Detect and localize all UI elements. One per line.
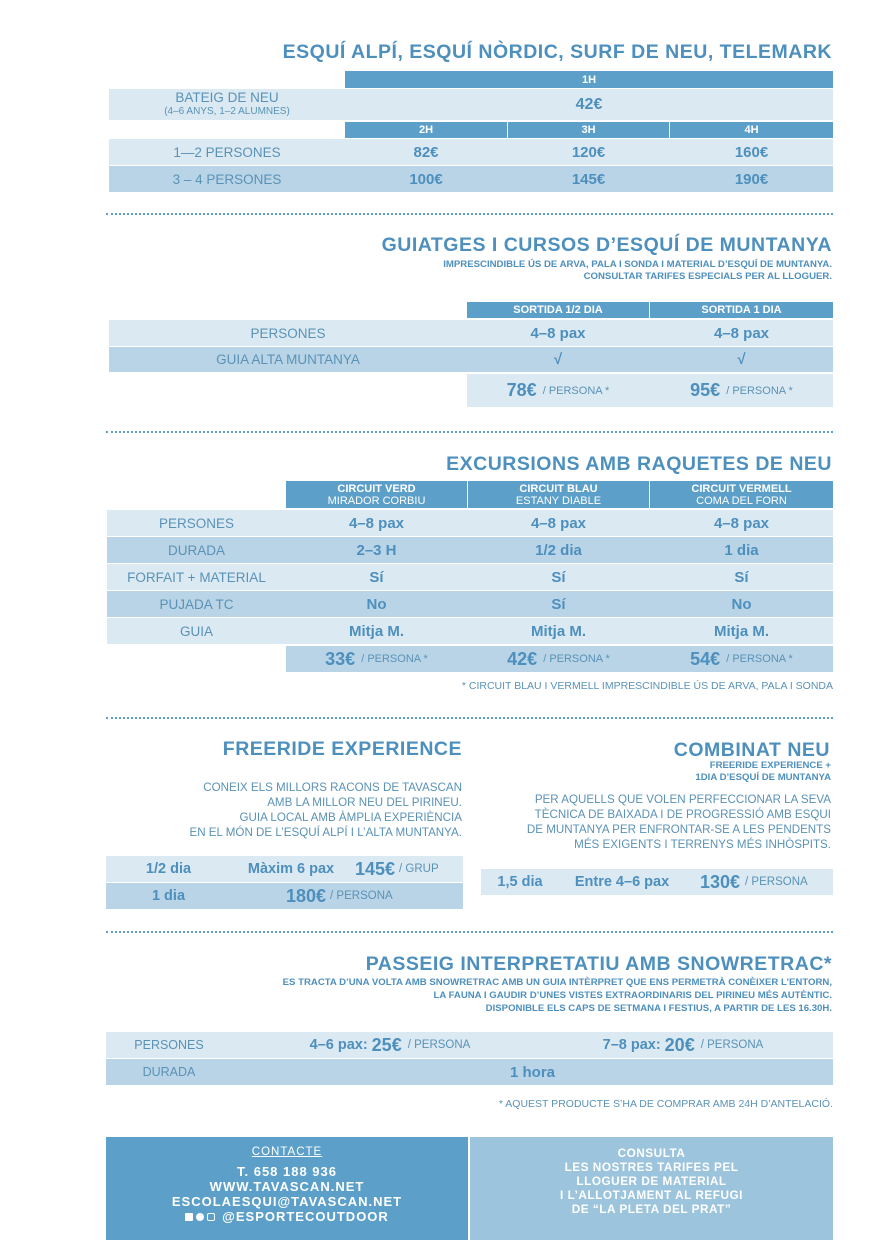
header-sortida-dia: SORTIDA 1 DIA	[650, 302, 833, 318]
section-subtitle: CONSULTAR TARIFES ESPECIALS PER AL LLOGUER.	[583, 271, 832, 282]
circuit-name: CIRCUIT VERD	[337, 482, 416, 495]
value-cell: 4–8 pax	[530, 324, 586, 342]
header-circuit-blau	[468, 481, 649, 508]
section-subtitle: IMPRESCINDIBLE ÚS DE ARVA, PALA I SONDA I MATERIAL D’ESQUÍ DE MUNTANYA.	[443, 259, 832, 270]
header-1h: 1H	[345, 71, 833, 88]
consulta-line: I L’ALLOTJAMENT AL REFUGI	[560, 1188, 743, 1202]
price-cell: 120€	[571, 143, 606, 161]
section-title-raquetes: EXCURSIONS AMB RAQUETES DE NEU	[446, 453, 832, 475]
divider	[106, 931, 833, 933]
header-circuit-vermell	[650, 481, 833, 508]
price-cell	[350, 856, 463, 882]
max-pax: Màxim 6 pax	[247, 861, 335, 877]
consulta-line: CONSULTA	[617, 1146, 686, 1160]
website-link[interactable]: WWW.TAVASCAN.NET	[209, 1179, 365, 1194]
price-value: 54€	[690, 648, 721, 669]
value-cell: Sí	[369, 568, 384, 586]
section-title-snowretrac: PASSEIG INTERPRETATIU AMB SNOWRETRAC*	[365, 953, 832, 975]
instagram-icon[interactable]	[207, 1213, 215, 1221]
description-line: CONEIX ELS MILLORS RACONS DE TAVASCAN	[203, 781, 462, 794]
description-line: GUIA LOCAL AMB ÀMPLIA EXPERIÈNCIA	[239, 811, 462, 824]
contact-box	[106, 1137, 468, 1240]
consulta-line: DE “LA PLETA DEL PRAT”	[571, 1202, 732, 1216]
price-value: 180€	[286, 885, 327, 906]
row-label: DURADA	[167, 542, 225, 558]
description-line: TÈCNICA DE BAIXADA I DE PROGRESSIÓ AMB ESQUI	[534, 808, 831, 821]
value-cell: 1 dia	[724, 541, 759, 559]
price-cell	[650, 646, 833, 672]
section-subtitle: ES TRACTA D’UNA VOLTA AMB SNOWRETRAC AMB UN GUIA INTÈRPRET QUE ENS PERMETRÀ CONÈIXER L’ENTORN,	[282, 977, 832, 988]
price-value: 145€	[355, 858, 396, 879]
price-cell	[690, 869, 833, 895]
row-label: PERSONES	[134, 1038, 204, 1052]
description-line: EN EL MÓN DE L’ESQUÍ ALPÍ I L’ALTA MUNTANYA.	[189, 826, 462, 839]
checkmark-cell: √	[737, 351, 746, 368]
divider	[106, 431, 833, 433]
footnote: * AQUEST PRODUCTE S’HA DE COMPRAR AMB 24H D’ANTELACIÓ.	[498, 1098, 833, 1110]
header-2h: 2H	[345, 122, 507, 138]
consulta-line: LES NOSTRES TARIFES PEL	[564, 1160, 739, 1174]
description	[189, 780, 462, 840]
price-unit: / PERSONA *	[726, 653, 793, 665]
value-cell: 1/2 dia	[535, 541, 582, 559]
bateig-label: BATEIG DE NEU	[175, 89, 279, 105]
social-row	[106, 1209, 468, 1224]
email-link[interactable]: ESCOLAESQUI@TAVASCAN.NET	[171, 1194, 403, 1209]
header-sortida-mig-dia: SORTIDA 1/2 DIA	[467, 302, 649, 318]
price-cell: 100€	[409, 170, 443, 188]
value-cell: No	[366, 595, 387, 613]
header-3h: 3H	[508, 122, 669, 138]
value-cell: Sí	[734, 568, 749, 586]
divider	[106, 213, 833, 215]
value-cell: 2–3 H	[356, 541, 397, 559]
price-value: 42€	[507, 648, 538, 669]
pax: Entre 4–6 pax	[574, 874, 670, 890]
value-cell: Mitja M.	[714, 622, 769, 640]
circuit-name: CIRCUIT VERMELL	[691, 482, 792, 495]
value-cell: Mitja M.	[531, 622, 586, 640]
section-title-esqui: ESQUÍ ALPÍ, ESQUÍ NÒRDIC, SURF DE NEU, TELEMARK	[282, 41, 832, 63]
value-cell: No	[731, 595, 752, 613]
row-label: GUIA	[179, 623, 213, 639]
social-handle[interactable]: @ESPORTECOUTDOOR	[222, 1209, 389, 1224]
circuit-place: COMA DEL FORN	[696, 494, 787, 507]
price-cell	[286, 883, 436, 909]
row-label: PERSONES	[250, 325, 326, 341]
row-label: 3 – 4 PERSONES	[172, 171, 282, 187]
price-unit: / PERSONA	[745, 876, 808, 888]
row-label: 1—2 PERSONES	[173, 144, 281, 160]
price-cell	[650, 374, 833, 407]
price-value: 130€	[700, 871, 741, 892]
price-cell	[467, 374, 649, 407]
value-cell: 4–8 pax	[713, 324, 770, 342]
circuit-place: MIRADOR CORBIU	[327, 494, 426, 507]
price-value: 25€	[371, 1034, 402, 1055]
section-title-guiatges: GUIATGES I CURSOS D’ESQUÍ DE MUNTANYA	[381, 234, 832, 256]
price-unit: / PERSONA	[407, 1039, 471, 1051]
row-label: DURADA	[142, 1065, 196, 1079]
price-value: 33€	[325, 648, 356, 669]
option-cell	[548, 1032, 818, 1058]
description-line: MÉS EXIGENTS I TERRENYS MÉS INHÒSPITS.	[574, 838, 831, 851]
phone[interactable]: T. 658 188 936	[236, 1164, 338, 1179]
value-cell: 4–8 pax	[530, 514, 587, 532]
header-4h: 4H	[670, 122, 833, 138]
price-unit: / PERSONA *	[726, 384, 793, 397]
price-unit: / PERSONA	[330, 890, 393, 902]
option-pax: 4–6 pax:	[309, 1037, 368, 1053]
price-unit: / GRUP	[399, 863, 439, 875]
row-label: PUJADA TC	[159, 596, 234, 612]
price-value: 95€	[690, 380, 721, 400]
row-label: GUIA ALTA MUNTANYA	[216, 352, 360, 367]
row-label: PERSONES	[158, 515, 235, 531]
circuit-name: CIRCUIT BLAU	[519, 482, 598, 495]
price-cell: 190€	[734, 170, 769, 188]
row-label: 1,5 dia	[497, 874, 543, 890]
price-unit: / PERSONA *	[542, 384, 610, 397]
section-subtitle: LA FAUNA I GAUDIR D’UNES VISTES EXTRAORDINARIS DEL PIRINEU MÉS AUTÈNTIC.	[433, 990, 832, 1001]
contact-title: CONTACTE	[251, 1146, 323, 1158]
facebook-icon[interactable]	[185, 1213, 193, 1221]
section-subtitle: DISPONIBLE ELS CAPS DE SETMANA I FESTIUS, A PARTIR DE LES 16.30H.	[485, 1003, 832, 1014]
twitter-icon[interactable]	[196, 1213, 204, 1221]
description	[527, 792, 831, 852]
bateig-sublabel: (4–6 ANYS, 1–2 ALUMNES)	[164, 105, 290, 117]
description-line: DE MUNTANYA PER ENFRONTAR-SE A LES PENDENTS	[526, 823, 831, 836]
price-cell	[468, 646, 649, 672]
option-pax: 7–8 pax:	[602, 1037, 661, 1053]
bateig-price: 42€	[575, 95, 603, 113]
section-title-combinat: COMBINAT NEU	[673, 739, 830, 761]
value-cell: Sí	[551, 595, 566, 613]
circuit-place: ESTANY DIABLE	[515, 494, 602, 507]
row-label: 1 dia	[151, 888, 186, 904]
value-cell: Sí	[551, 568, 566, 586]
footnote: * CIRCUIT BLAU I VERMELL IMPRESCINDIBLE ÚS DE ARVA, PALA I SONDA	[461, 680, 833, 692]
price-cell	[286, 646, 467, 672]
consulta-line: LLOGUER DE MATERIAL	[576, 1174, 727, 1188]
section-title-freeride: FREERIDE EXPERIENCE	[222, 738, 462, 760]
checkmark-cell: √	[553, 351, 563, 368]
value-cell: 4–8 pax	[348, 514, 405, 532]
row-label: FORFAIT + MATERIAL	[127, 569, 266, 585]
divider	[106, 717, 833, 719]
description-line: AMB LA MILLOR NEU DEL PIRINEU.	[267, 796, 462, 809]
header-circuit-verd	[286, 481, 467, 508]
bateig-label-cell	[109, 89, 345, 120]
value-cell: Mitja M.	[349, 622, 404, 640]
price-cell: 145€	[571, 170, 606, 188]
price-unit: / PERSONA	[700, 1039, 764, 1051]
description-line: PER AQUELLS QUE VOLEN PERFECCIONAR LA SEVA	[534, 793, 831, 806]
duration: 1 hora	[509, 1063, 555, 1081]
price-value: 20€	[664, 1034, 695, 1055]
value-cell: 4–8 pax	[713, 514, 770, 532]
row-label: 1/2 dia	[145, 861, 192, 877]
consulta-box	[470, 1137, 833, 1240]
price-value: 78€	[506, 380, 537, 400]
option-cell	[232, 1032, 548, 1058]
price-unit: / PERSONA *	[361, 653, 428, 665]
price-cell: 160€	[734, 143, 769, 161]
price-cell: 82€	[413, 143, 439, 161]
price-unit: / PERSONA *	[543, 653, 610, 665]
section-subtitle: FREERIDE EXPERIENCE +	[709, 760, 831, 771]
section-subtitle: 1DIA D’ESQUÍ DE MUNTANYA	[695, 772, 831, 783]
